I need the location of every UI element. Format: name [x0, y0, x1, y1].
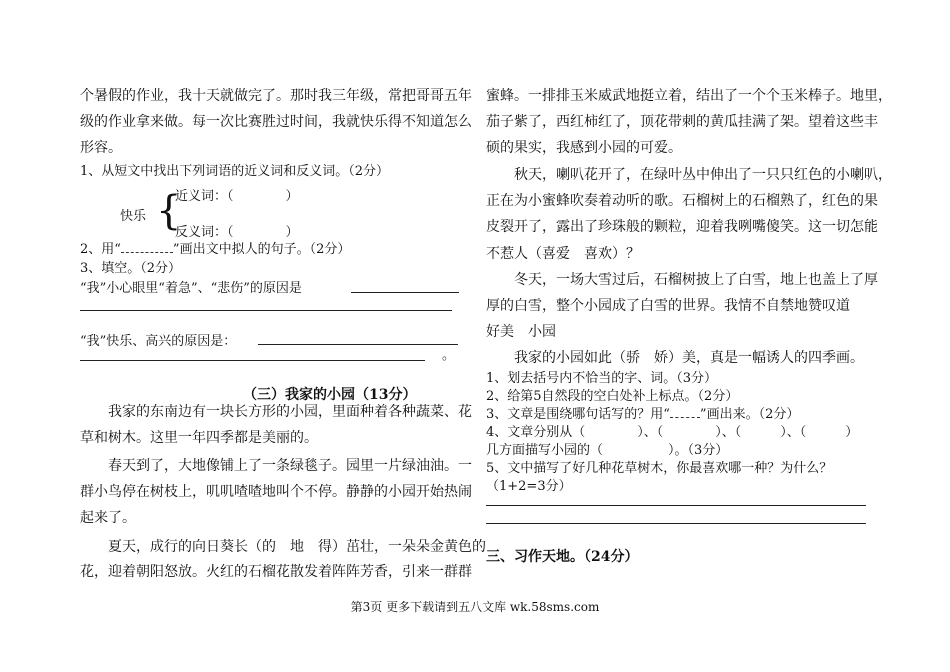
answer-line-6: [486, 523, 866, 524]
question-3-a: “我”小心眼里“着急”、“悲伤”的原因是: [80, 281, 302, 296]
part-3-title: 三、习作天地。（24分）: [486, 549, 639, 565]
question-2-suffix: ”画出文中拟人的句子。（2分）: [172, 242, 351, 257]
story-line-7: 花，迎着朝阳怒放。火红的石榴花散发着阵阵芳香，引来一群群: [80, 564, 472, 580]
right-question-3-prefix: 3、文章是围绕哪句话写的？用“: [486, 407, 670, 422]
answer-line-1: [351, 292, 459, 293]
question-3: 3、填空。（2分）: [80, 261, 182, 276]
answer-line-3: [258, 344, 458, 345]
story-line-18: 我家的小园如此（骄 娇）美，真是一幅诱人的四季画。: [514, 350, 864, 366]
right-question-2: 2、给第5自然段的空白处补上标点。（2分）: [486, 389, 739, 404]
intro-line-1: 个暑假的作业，我十天就做完了。那时我三年级，常把哥哥五年: [80, 88, 472, 104]
right-question-3: [486, 406, 799, 424]
period: 。: [442, 348, 456, 363]
right-question-3-suffix: ”画出来。（2分）: [699, 407, 800, 422]
right-question-4b: 几方面描写小园的（ ）。（3分）: [486, 443, 729, 458]
answer-line-4: [80, 360, 425, 361]
story-line-9: 茄子紫了，西红柿红了，顶花带刺的黄瓜挂满了架。望着这些丰: [486, 114, 878, 130]
brace: {: [156, 188, 182, 234]
story-line-13: 皮裂开了，露出了珍珠般的颗粒，迎着我咧嘴傻笑。这一切怎能: [486, 219, 878, 235]
antonym-blank: 反义词：（ ）: [175, 225, 299, 240]
answer-line-5: [486, 505, 866, 506]
story-line-15: 冬天，一场大雪过后，石榴树披上了白雪，地上也盖上了厚: [514, 272, 878, 288]
synonym-blank: 近义词：（ ）: [175, 189, 299, 204]
story-line-10: 硕的果实，我感到小园的可爱。: [486, 140, 682, 156]
story-line-12: 正在为小蜜蜂吹奏着动听的歌。石榴树上的石榴熟了，红色的果: [486, 193, 878, 209]
wavy-underline: [121, 243, 173, 253]
wavy-underline: [670, 408, 700, 418]
story-line-11: 秋天，喇叭花开了，在绿叶丛中伸出了一只只红色的小喇叭，: [514, 167, 892, 183]
story-line-3: 春天到了，大地像铺上了一条绿毯子。园里一片绿油油。一: [108, 458, 472, 474]
story-line-1: 我家的东南边有一块长方形的小园，里面种着各种蔬菜、花: [108, 404, 472, 420]
question-2: [80, 241, 350, 259]
story-line-16: 厚的白雪，整个小园成了白雪的世界。我情不自禁地赞叹道: [486, 298, 850, 314]
question-2-prefix: 2、用“: [80, 242, 121, 257]
story-line-4: 群小鸟停在树枝上，叽叽喳喳地叫个不停。静静的小园开始热闹: [80, 484, 472, 500]
question-3-b: “我”快乐、高兴的原因是：: [80, 334, 237, 349]
intro-line-3: 形容。: [80, 140, 122, 156]
page-footer: 第3页 更多下载请到五八文库 wk.58sms.com: [350, 600, 600, 614]
story-line-17: 好美 小园: [486, 324, 556, 340]
right-question-5a: 5、文中描写了好几种花草树木，你最喜欢哪一种？为什么？: [486, 461, 833, 476]
answer-line-2: [80, 310, 452, 311]
story-line-8: 蜜蜂。一排排玉米威武地挺立着，结出了一个个玉米棒子。地里，: [486, 88, 892, 104]
right-question-1: 1、划去括号内不恰当的字、词。（3分）: [486, 371, 718, 386]
right-question-5b: （1+2=3分）: [486, 479, 572, 494]
story-line-14: 不惹人（喜爱 喜欢）？: [486, 246, 640, 262]
section-3-title: （三）我家的小园（13分）: [243, 387, 417, 403]
story-line-2: 草和树木。这里一年四季都是美丽的。: [80, 430, 318, 446]
intro-line-2: 级的作业拿来做。每一次比赛胜过时间，我就快乐得不知道怎么: [80, 114, 472, 130]
right-question-4a: 4、文章分别从（ ）、（ ）、（ ）、（ ）: [486, 425, 859, 440]
question-1: 1、从短文中找出下列词语的近义词和反义词。（2分）: [80, 164, 390, 179]
story-line-6: 夏天，成行的向日葵长（的 地 得）茁壮，一朵朵金黄色的: [108, 539, 486, 555]
story-line-5: 起来了。: [80, 510, 136, 526]
target-word: 快乐: [120, 209, 147, 224]
